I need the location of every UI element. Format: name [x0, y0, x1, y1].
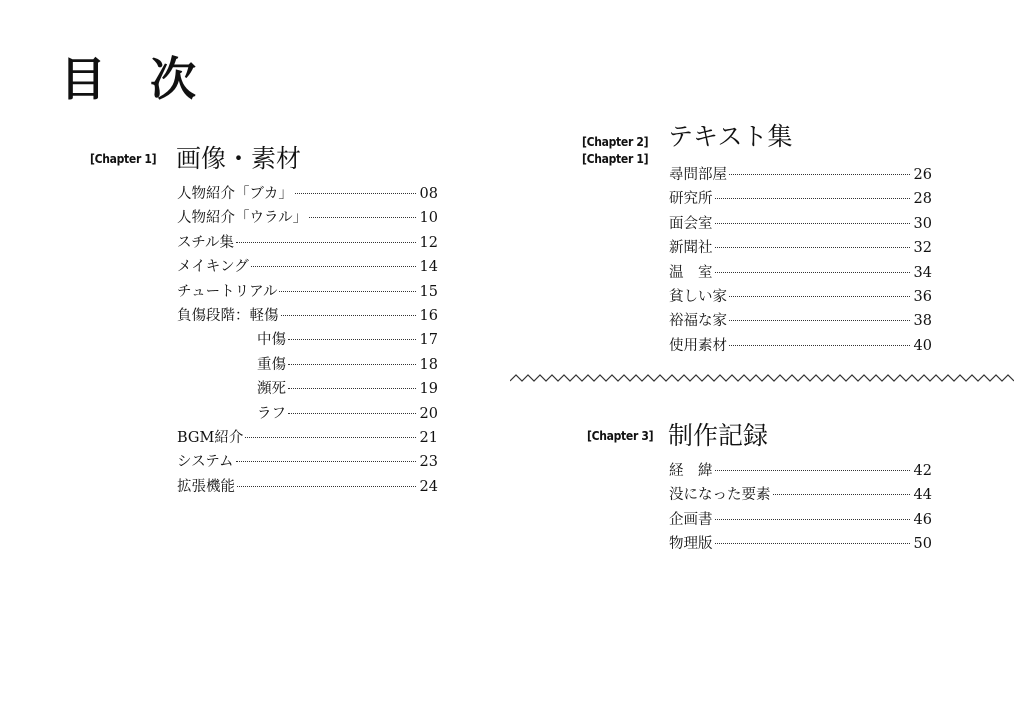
toc-entry-label: メイキング — [177, 259, 249, 276]
toc-entry-label: スチル集 — [177, 234, 234, 251]
toc-entry-page: 23 — [419, 454, 438, 471]
toc-entry[interactable] — [669, 508, 932, 532]
toc-entry-label: 拡張機能 — [177, 478, 235, 495]
toc-entry[interactable] — [177, 377, 438, 401]
toc-entry[interactable] — [669, 236, 932, 260]
toc-entry[interactable] — [177, 328, 438, 352]
leader-dots — [309, 217, 415, 218]
toc-entry-page: 12 — [419, 234, 438, 251]
toc-entry-page: 20 — [419, 405, 438, 422]
toc-entry[interactable] — [669, 532, 932, 556]
leader-dots — [245, 437, 415, 438]
leader-dots — [729, 296, 910, 297]
leader-dots — [251, 266, 416, 267]
toc-entry-label: 裕福な家 — [669, 313, 727, 330]
leader-dots — [288, 364, 416, 365]
toc-entry[interactable] — [177, 304, 438, 328]
zigzag-divider — [510, 370, 1014, 386]
toc-entry[interactable] — [669, 309, 932, 333]
leader-dots — [288, 339, 416, 340]
toc-entry-page: 34 — [913, 264, 932, 281]
toc-entry[interactable] — [669, 261, 932, 285]
leader-dots — [279, 291, 415, 292]
chapter-3-label: [Chapter 3] — [587, 429, 654, 443]
leader-dots — [288, 388, 416, 389]
chapter-1-toc — [177, 182, 438, 499]
toc-entry-label: チュートリアル — [177, 283, 278, 300]
leader-dots — [715, 223, 910, 224]
toc-entry-label: 温 室 — [669, 264, 713, 281]
toc-entry-page: 30 — [913, 215, 932, 232]
toc-entry[interactable] — [177, 255, 438, 279]
toc-entry-label: 新聞社 — [669, 240, 713, 257]
toc-entry-label: 研究所 — [669, 191, 713, 208]
toc-entry-page: 26 — [913, 167, 932, 183]
toc-entry-label: 使用素材 — [669, 337, 727, 354]
toc-entry-page: 17 — [419, 332, 438, 349]
toc-entry[interactable] — [177, 450, 438, 474]
leader-dots — [715, 470, 910, 471]
toc-entry[interactable] — [669, 187, 932, 211]
toc-entry-page: 46 — [913, 511, 932, 528]
toc-entry-page: 44 — [913, 487, 932, 504]
toc-entry-page: 15 — [419, 283, 438, 300]
toc-entry[interactable] — [669, 459, 932, 483]
toc-entry[interactable] — [177, 206, 438, 230]
toc-entry-label: 経 緯 — [669, 463, 713, 479]
toc-entry[interactable] — [177, 426, 438, 450]
toc-entry[interactable] — [669, 163, 932, 187]
toc-entry[interactable] — [177, 402, 438, 426]
chapter-1-heading: 画像・素材 — [176, 144, 302, 173]
leader-dots — [729, 345, 910, 346]
chapter-2-toc — [669, 163, 932, 358]
toc-entry-label: BGM紹介 — [177, 429, 244, 446]
leader-dots — [295, 193, 416, 194]
leader-dots — [236, 242, 416, 243]
leader-dots — [715, 198, 910, 199]
toc-entry-page: 19 — [419, 381, 438, 398]
toc-entry-label: 物理版 — [669, 536, 713, 553]
leader-dots — [729, 174, 910, 175]
page-title: 目 次 — [60, 52, 211, 106]
toc-entry-page: 24 — [419, 478, 438, 495]
toc-entry-page: 36 — [913, 288, 932, 305]
toc-entry-label: ラフ — [257, 405, 286, 422]
toc-entry-label: 重傷 — [257, 356, 286, 373]
toc-entry[interactable] — [177, 231, 438, 255]
chapter-3-heading: 制作記録 — [668, 421, 769, 450]
chapter-2-sublabel: [Chapter 1] — [582, 152, 649, 166]
toc-entry-page: 50 — [913, 536, 932, 553]
chapter-2-heading: テキスト集 — [668, 122, 793, 151]
toc-entry-label: 企画書 — [669, 511, 713, 528]
leader-dots — [715, 543, 910, 544]
toc-entry[interactable] — [669, 334, 932, 358]
chapter-2-label: [Chapter 2] — [582, 135, 649, 149]
toc-entry-label: 人物紹介「ブカ」 — [177, 186, 293, 202]
toc-entry[interactable] — [177, 353, 438, 377]
toc-entry-page: 38 — [913, 313, 932, 330]
toc-entry-label: 瀕死 — [257, 381, 286, 398]
toc-entry[interactable] — [177, 280, 438, 304]
toc-entry-page: 10 — [419, 210, 438, 227]
leader-dots — [288, 413, 416, 414]
toc-entry[interactable] — [669, 212, 932, 236]
toc-entry-label: 没になった要素 — [669, 487, 771, 504]
toc-entry-label: 面会室 — [669, 215, 713, 232]
toc-entry-page: 32 — [913, 240, 932, 257]
leader-dots — [715, 519, 910, 520]
leader-dots — [715, 272, 910, 273]
toc-entry-label: 人物紹介「ウラル」 — [177, 210, 308, 227]
toc-entry-label: システム — [177, 454, 234, 471]
toc-entry-page: 14 — [419, 259, 438, 276]
toc-entry[interactable] — [669, 285, 932, 309]
chapter-1-label: [Chapter 1] — [90, 152, 157, 166]
toc-entry-label: 貧しい家 — [669, 288, 727, 305]
toc-entry-label: 中傷 — [257, 332, 286, 349]
toc-entry[interactable] — [177, 182, 438, 206]
toc-entry-page: 42 — [913, 463, 932, 479]
toc-entry[interactable] — [669, 483, 932, 507]
toc-entry-page: 16 — [419, 307, 438, 324]
toc-entry-page: 28 — [913, 191, 932, 208]
toc-entry[interactable] — [177, 475, 438, 499]
leader-dots — [281, 315, 416, 316]
toc-entry-page: 40 — [913, 337, 932, 354]
toc-entry-label: 負傷段階：軽傷 — [177, 307, 279, 324]
leader-dots — [729, 320, 910, 321]
leader-dots — [773, 494, 910, 495]
toc-entry-page: 08 — [419, 186, 438, 202]
leader-dots — [236, 461, 416, 462]
toc-entry-page: 18 — [419, 356, 438, 373]
chapter-3-toc — [669, 459, 932, 557]
leader-dots — [715, 247, 910, 248]
toc-entry-label: 尋問部屋 — [669, 167, 727, 183]
toc-entry-page: 21 — [419, 429, 438, 446]
leader-dots — [237, 486, 416, 487]
